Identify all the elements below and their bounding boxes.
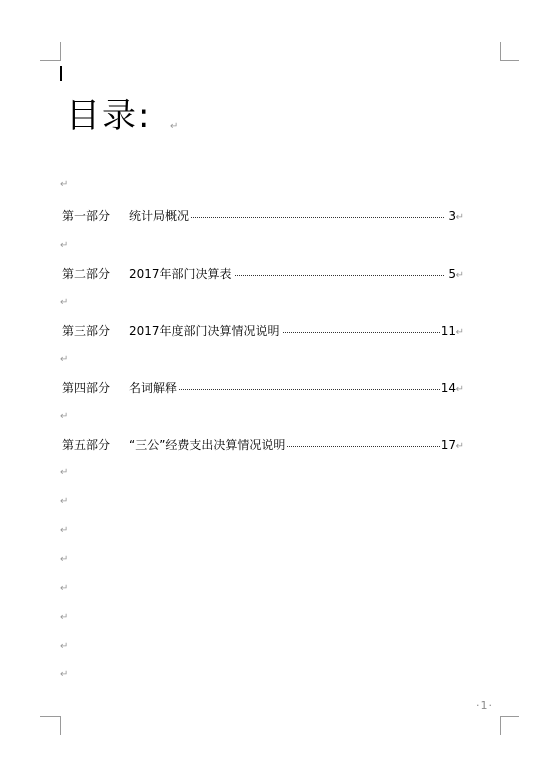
paragraph-mark-icon: ↵ (60, 297, 69, 308)
toc-entry-title: 名词解释 (129, 381, 178, 395)
toc-page-number: 3 (448, 209, 456, 223)
toc-part-label: 第四部分 (62, 381, 111, 395)
toc-entry-title: 2017年部门决算表 (129, 267, 232, 281)
paragraph-mark-icon: ↵ (60, 240, 69, 251)
toc-entry[interactable] (62, 266, 464, 282)
toc-entry[interactable] (62, 208, 464, 224)
toc-page-number: 17 (440, 438, 456, 452)
page-number-footer: ·1· (476, 699, 493, 712)
toc-part-label: 第五部分 (62, 438, 111, 452)
paragraph-mark-icon: ↵ (455, 384, 464, 395)
toc-entry-title: 2017年度部门决算情况说明 (129, 324, 280, 338)
toc-part-label: 第一部分 (62, 209, 111, 223)
page-corner-top-right (500, 42, 519, 61)
page-corner-bottom-left (40, 716, 61, 735)
paragraph-mark-icon: ↵ (455, 327, 464, 338)
paragraph-mark-icon: ↵ (60, 525, 69, 536)
paragraph-mark-icon: ↵ (60, 554, 69, 565)
text-cursor (60, 66, 62, 81)
page-corner-top-left (40, 42, 61, 61)
paragraph-mark-icon: ↵ (60, 583, 69, 594)
paragraph-mark-icon: ↵ (60, 641, 69, 652)
paragraph-mark-icon: ↵ (60, 411, 69, 422)
toc-entry[interactable] (62, 323, 464, 339)
paragraph-mark-icon: ↵ (170, 121, 179, 132)
paragraph-mark-icon: ↵ (60, 354, 69, 365)
toc-entry[interactable] (62, 380, 464, 396)
page-corner-bottom-right (500, 716, 519, 735)
paragraph-mark-icon: ↵ (60, 179, 69, 190)
toc-part-label: 第二部分 (62, 267, 111, 281)
toc-page-number: 11 (440, 324, 456, 338)
paragraph-mark-icon: ↵ (455, 212, 464, 223)
paragraph-mark-icon: ↵ (60, 669, 69, 680)
paragraph-mark-icon: ↵ (60, 612, 69, 623)
paragraph-mark-icon: ↵ (60, 496, 69, 507)
toc-page-number: 14 (440, 381, 456, 395)
toc-entry-title: 统计局概况 (129, 209, 190, 223)
paragraph-mark-icon: ↵ (455, 270, 464, 281)
toc-entry[interactable] (62, 437, 464, 453)
paragraph-mark-icon: ↵ (60, 467, 69, 478)
toc-entry-title: “三公”经费支出决算情况说明 (129, 438, 286, 452)
page-title[interactable]: 目录: (66, 96, 152, 136)
toc-part-label: 第三部分 (62, 324, 111, 338)
paragraph-mark-icon: ↵ (455, 441, 464, 452)
toc-page-number: 5 (448, 267, 456, 281)
